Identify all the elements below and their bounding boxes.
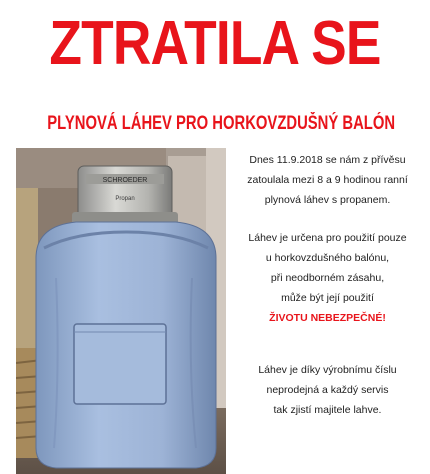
notice-text bbox=[230, 150, 425, 420]
paragraph2-line: při neodborném zásahu, bbox=[270, 272, 385, 284]
paragraph2-line: Láhev je určena pro použití pouze bbox=[248, 232, 407, 244]
paragraph2-line: může být její použití bbox=[281, 292, 374, 304]
cylinder-photo-drawing bbox=[16, 148, 226, 474]
paragraph1-line: plynová láhev s propanem. bbox=[264, 194, 391, 206]
paragraph3-line: Láhev je díky výrobnímu číslu bbox=[258, 364, 397, 376]
paragraph3-line: neprodejná a každý servis bbox=[266, 384, 389, 396]
headline: ZTRATILA SE bbox=[49, 9, 381, 78]
cylinder-photo bbox=[16, 148, 226, 474]
paragraph1-line: Dnes 11.9.2018 se nám z přívěsu bbox=[249, 154, 406, 166]
paragraph3-line: tak zjistí majitele lahve. bbox=[273, 404, 382, 416]
paragraph1-line: zatoulala mezi 8 a 9 hodinou ranní bbox=[247, 174, 408, 186]
danger-warning: ŽIVOTU NEBEZPEČNÉ! bbox=[269, 312, 386, 324]
subheadline: PLYNOVÁ LÁHEV PRO HORKOVZDUŠNÝ BALÓN bbox=[47, 113, 396, 134]
paragraph2-line: u horkovzdušného balónu, bbox=[265, 252, 390, 264]
cylinder-label: SCHROEDER bbox=[102, 177, 148, 184]
cylinder-sublabel: Propan bbox=[115, 196, 135, 202]
